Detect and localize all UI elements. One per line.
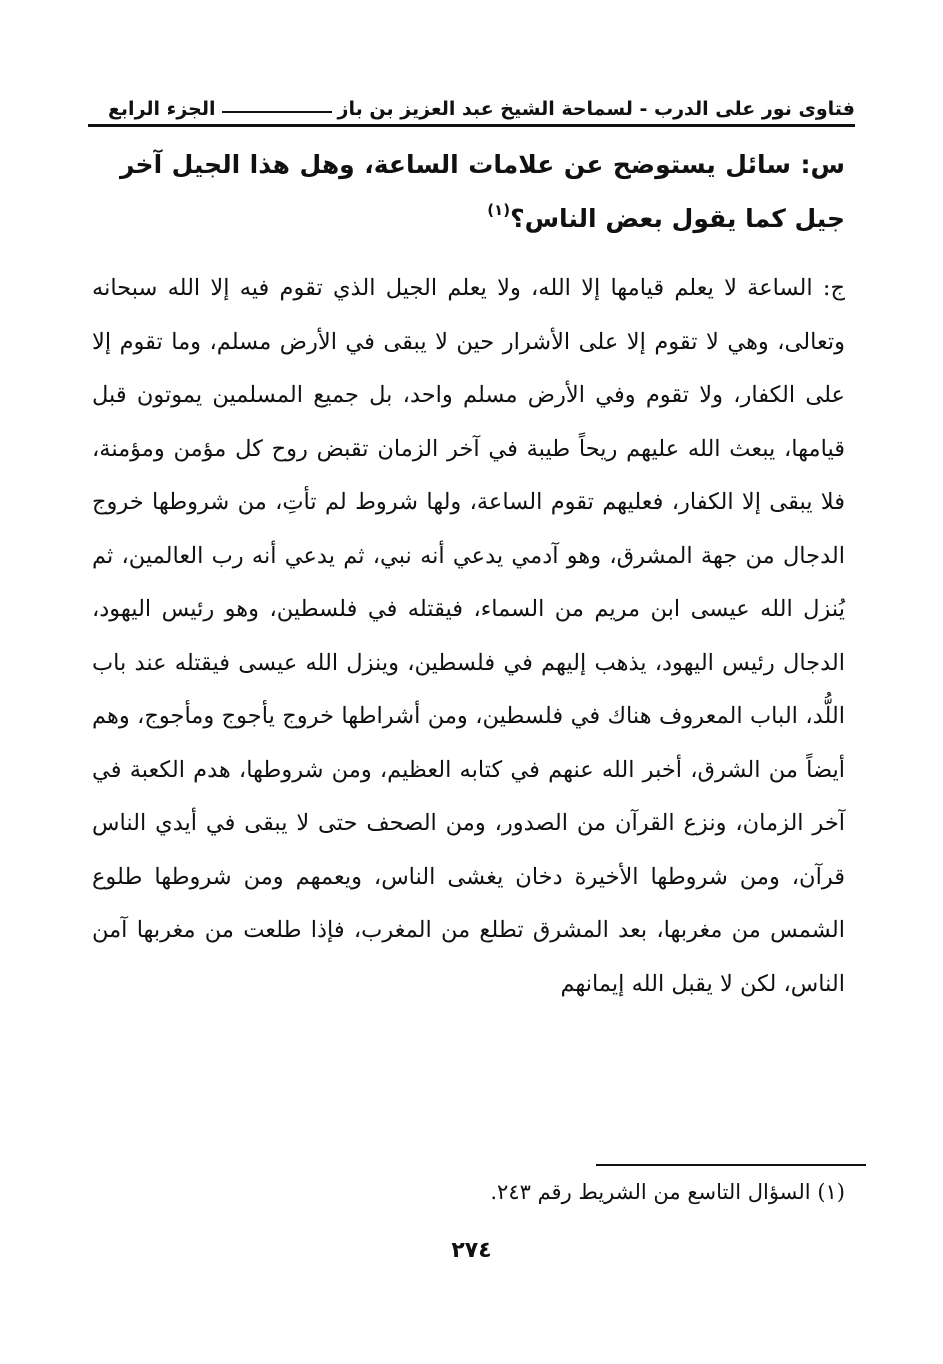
question-text: س: سائل يستوضح عن علامات الساعة، وهل هذا الجيل آخر جيل كما يقول بعض الناس؟ (120, 150, 845, 233)
header-rule (88, 124, 855, 127)
footnote: (١) السؤال التاسع من الشريط رقم ٢٤٣. (490, 1180, 845, 1204)
question-paragraph (120, 138, 845, 246)
header-volume: الجزء الرابع (107, 98, 216, 120)
header-dash (222, 111, 332, 113)
footnote-rule (596, 1164, 866, 1166)
answer-paragraph: ج: الساعة لا يعلم قيامها إلا الله، ولا يعلم الجيل الذي تقوم فيه إلا الله سبحانه وتعالى، وهي لا تقوم إلا على الأشرار حين لا يبقى في الأرض مسلم، وما تقوم إلا على الكفار، ولا تقوم وفي الأرض مسلم واحد، بل جميع المسلمين يموتون قبل قيامها، يبعث الله عليهم ريحاً طيبة في آخر الزمان تقبض روح كل مؤمن ومؤمنة، فلا يبقى إلا الكفار، فعليهم تقوم الساعة، ولها شروط لم تأتِ، من شروطها خروج الدجال من جهة المشرق، وهو آدمي يدعي أنه نبي، ثم يدعي أنه رب العالمين، ثم يُنزل الله عيسى ابن مريم من السماء، فيقتله في فلسطين، وهو رئيس اليهود، الدجال رئيس اليهود، يذهب إليهم في فلسطين، وينزل الله عيسى فيقتله عند باب اللُّد، الباب المعروف هناك في فلسطين، ومن أشراطها خروج يأجوج ومأجوج، وهم أيضاً من الشرق، أخبر الله عنهم في كتابه العظيم، ومن شروطها، هدم الكعبة في آخر الزمان، ونزع القرآن من الصدور، ومن الصحف حتى لا يبقى في أيدي الناس قرآن، ومن شروطها الأخيرة دخان يغشى الناس، ويعمهم ومن شروطها طلوع الشمس من مغربها، بعد المشرق تطلع من المغرب، فإذا طلعت من مغربها آمن الناس، لكن لا يقبل الله إيمانهم (92, 275, 845, 997)
running-header (88, 78, 855, 120)
page-number: ٢٧٤ (451, 1238, 492, 1263)
footnote-reference: (١) (487, 201, 511, 219)
header-book-title: فتاوى نور على الدرب - لسماحة الشيخ عبد العزيز بن باز (337, 98, 855, 120)
